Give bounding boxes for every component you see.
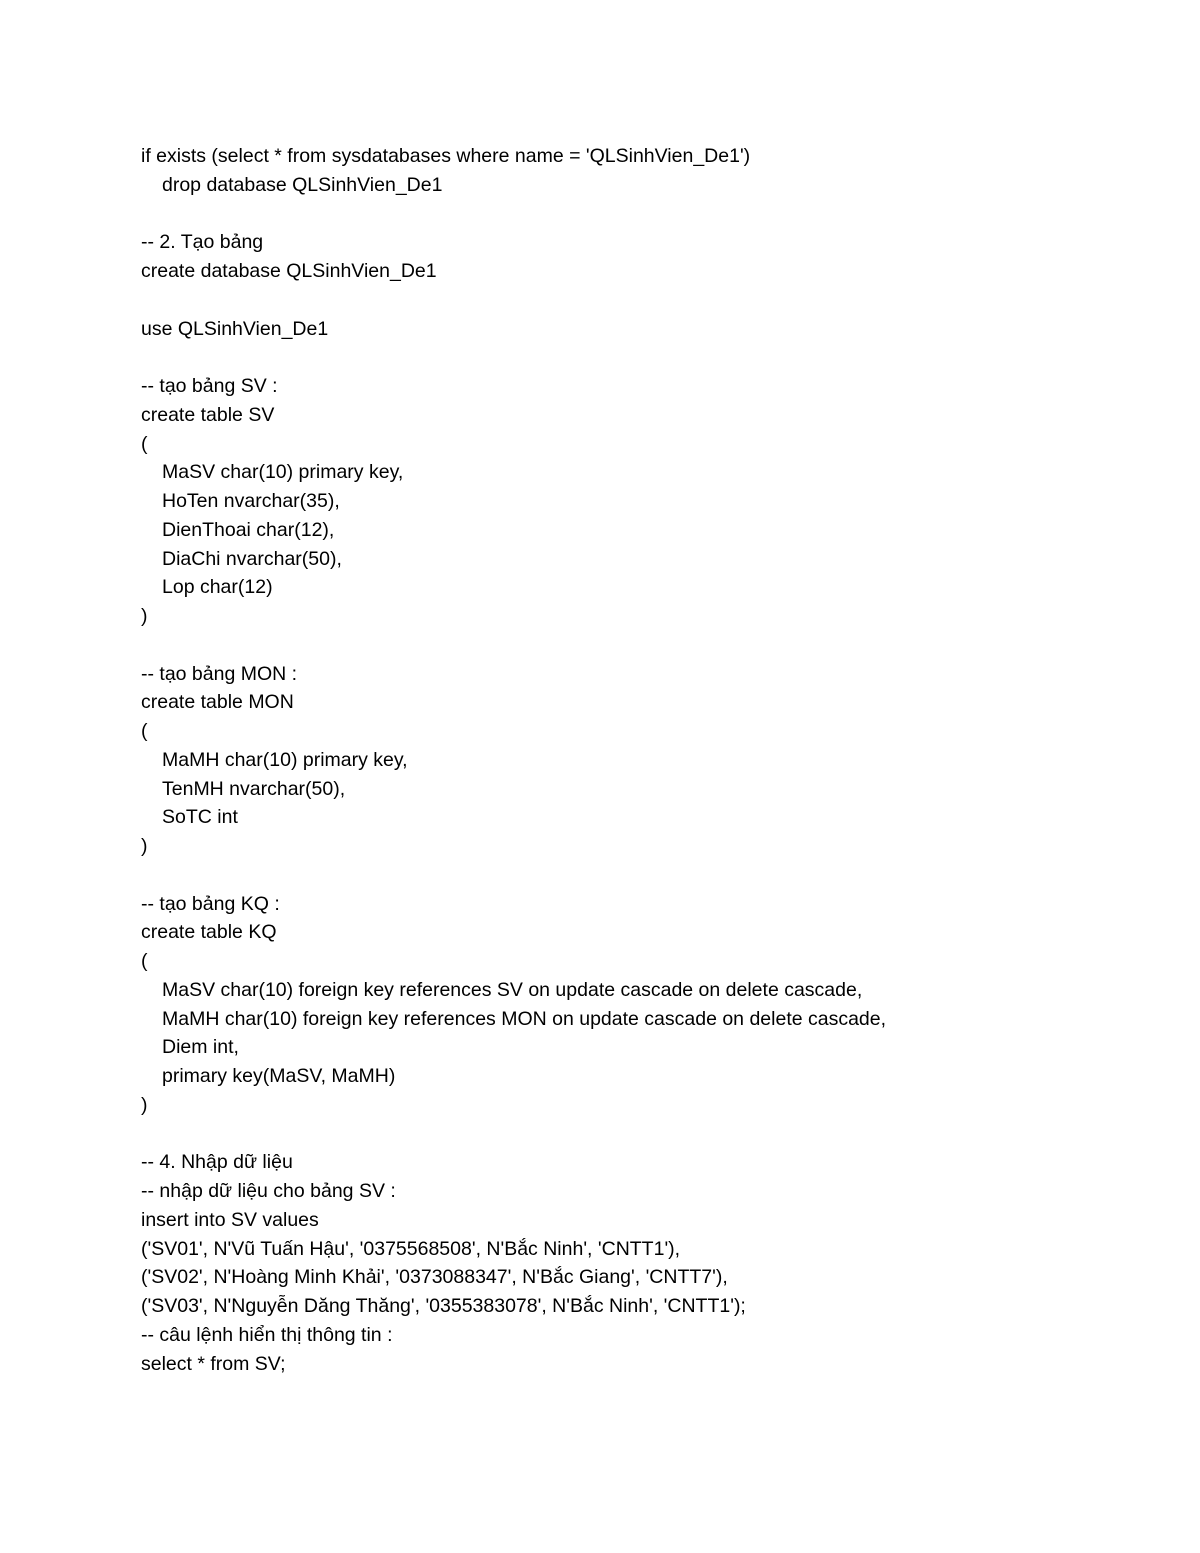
code-line: Lop char(12) xyxy=(162,576,273,599)
code-line: ) xyxy=(141,605,148,627)
code-line: drop database QLSinhVien_De1 xyxy=(162,173,443,196)
code-line: ( xyxy=(141,432,148,455)
code-line: SoTC int xyxy=(162,806,238,829)
code-line: -- 2. Tạo bảng xyxy=(141,231,264,254)
code-line: -- tạo bảng SV : xyxy=(141,375,278,397)
code-line: create table KQ xyxy=(141,921,277,944)
code-line: MaSV char(10) foreign key references SV on update cascade on delete cascade, xyxy=(162,978,863,1001)
blank-line xyxy=(141,1120,1141,1149)
blank-line xyxy=(141,343,1141,372)
code-line: -- câu lệnh hiển thị thông tin : xyxy=(141,1323,393,1346)
document-body xyxy=(141,142,1141,1378)
code-line: create table MON xyxy=(141,691,294,714)
code-line: if exists (select * from sysdatabases where name = 'QLSinhVien_De1') xyxy=(141,145,751,167)
code-line: ('SV01', N'Vũ Tuấn Hậu', '0375568508', N'Bắc Ninh', 'CNTT1'), xyxy=(141,1237,681,1260)
code-line: DienThoai char(12), xyxy=(162,518,335,541)
code-line: create database QLSinhVien_De1 xyxy=(141,260,437,282)
code-line: DiaChi nvarchar(50), xyxy=(162,547,342,570)
code-line: ( xyxy=(141,720,148,742)
blank-line xyxy=(141,631,1141,660)
code-line: Diem int, xyxy=(162,1036,239,1059)
code-line: ('SV03', N'Nguyễn Dăng Thăng', '0355383078', N'Bắc Ninh', 'CNTT1'); xyxy=(141,1295,746,1317)
code-line: use QLSinhVien_De1 xyxy=(141,317,329,340)
code-line: HoTen nvarchar(35), xyxy=(162,490,340,512)
code-line: MaMH char(10) foreign key references MON on update cascade on delete cascade, xyxy=(162,1007,887,1030)
code-line: -- tạo bảng KQ : xyxy=(141,892,280,915)
code-line: -- tạo bảng MON : xyxy=(141,662,298,685)
code-line: ( xyxy=(141,950,148,972)
blank-line xyxy=(141,286,1141,315)
code-line: MaSV char(10) primary key, xyxy=(162,461,404,484)
blank-line xyxy=(141,200,1141,229)
code-line: create table SV xyxy=(141,403,275,426)
blank-line xyxy=(141,861,1141,890)
code-line: TenMH nvarchar(50), xyxy=(162,777,346,800)
code-line: select * from SV; xyxy=(141,1352,286,1375)
code-line: primary key(MaSV, MaMH) xyxy=(162,1065,396,1087)
code-line: insert into SV values xyxy=(141,1208,319,1231)
code-line: MaMH char(10) primary key, xyxy=(162,748,408,771)
code-line: ) xyxy=(141,835,148,857)
code-line: -- 4. Nhập dữ liệu xyxy=(141,1151,293,1174)
code-line: ('SV02', N'Hoàng Minh Khải', '0373088347', N'Bắc Giang', 'CNTT7'), xyxy=(141,1266,728,1289)
code-line: -- nhập dữ liệu cho bảng SV : xyxy=(141,1180,396,1202)
code-line: ) xyxy=(141,1093,148,1116)
